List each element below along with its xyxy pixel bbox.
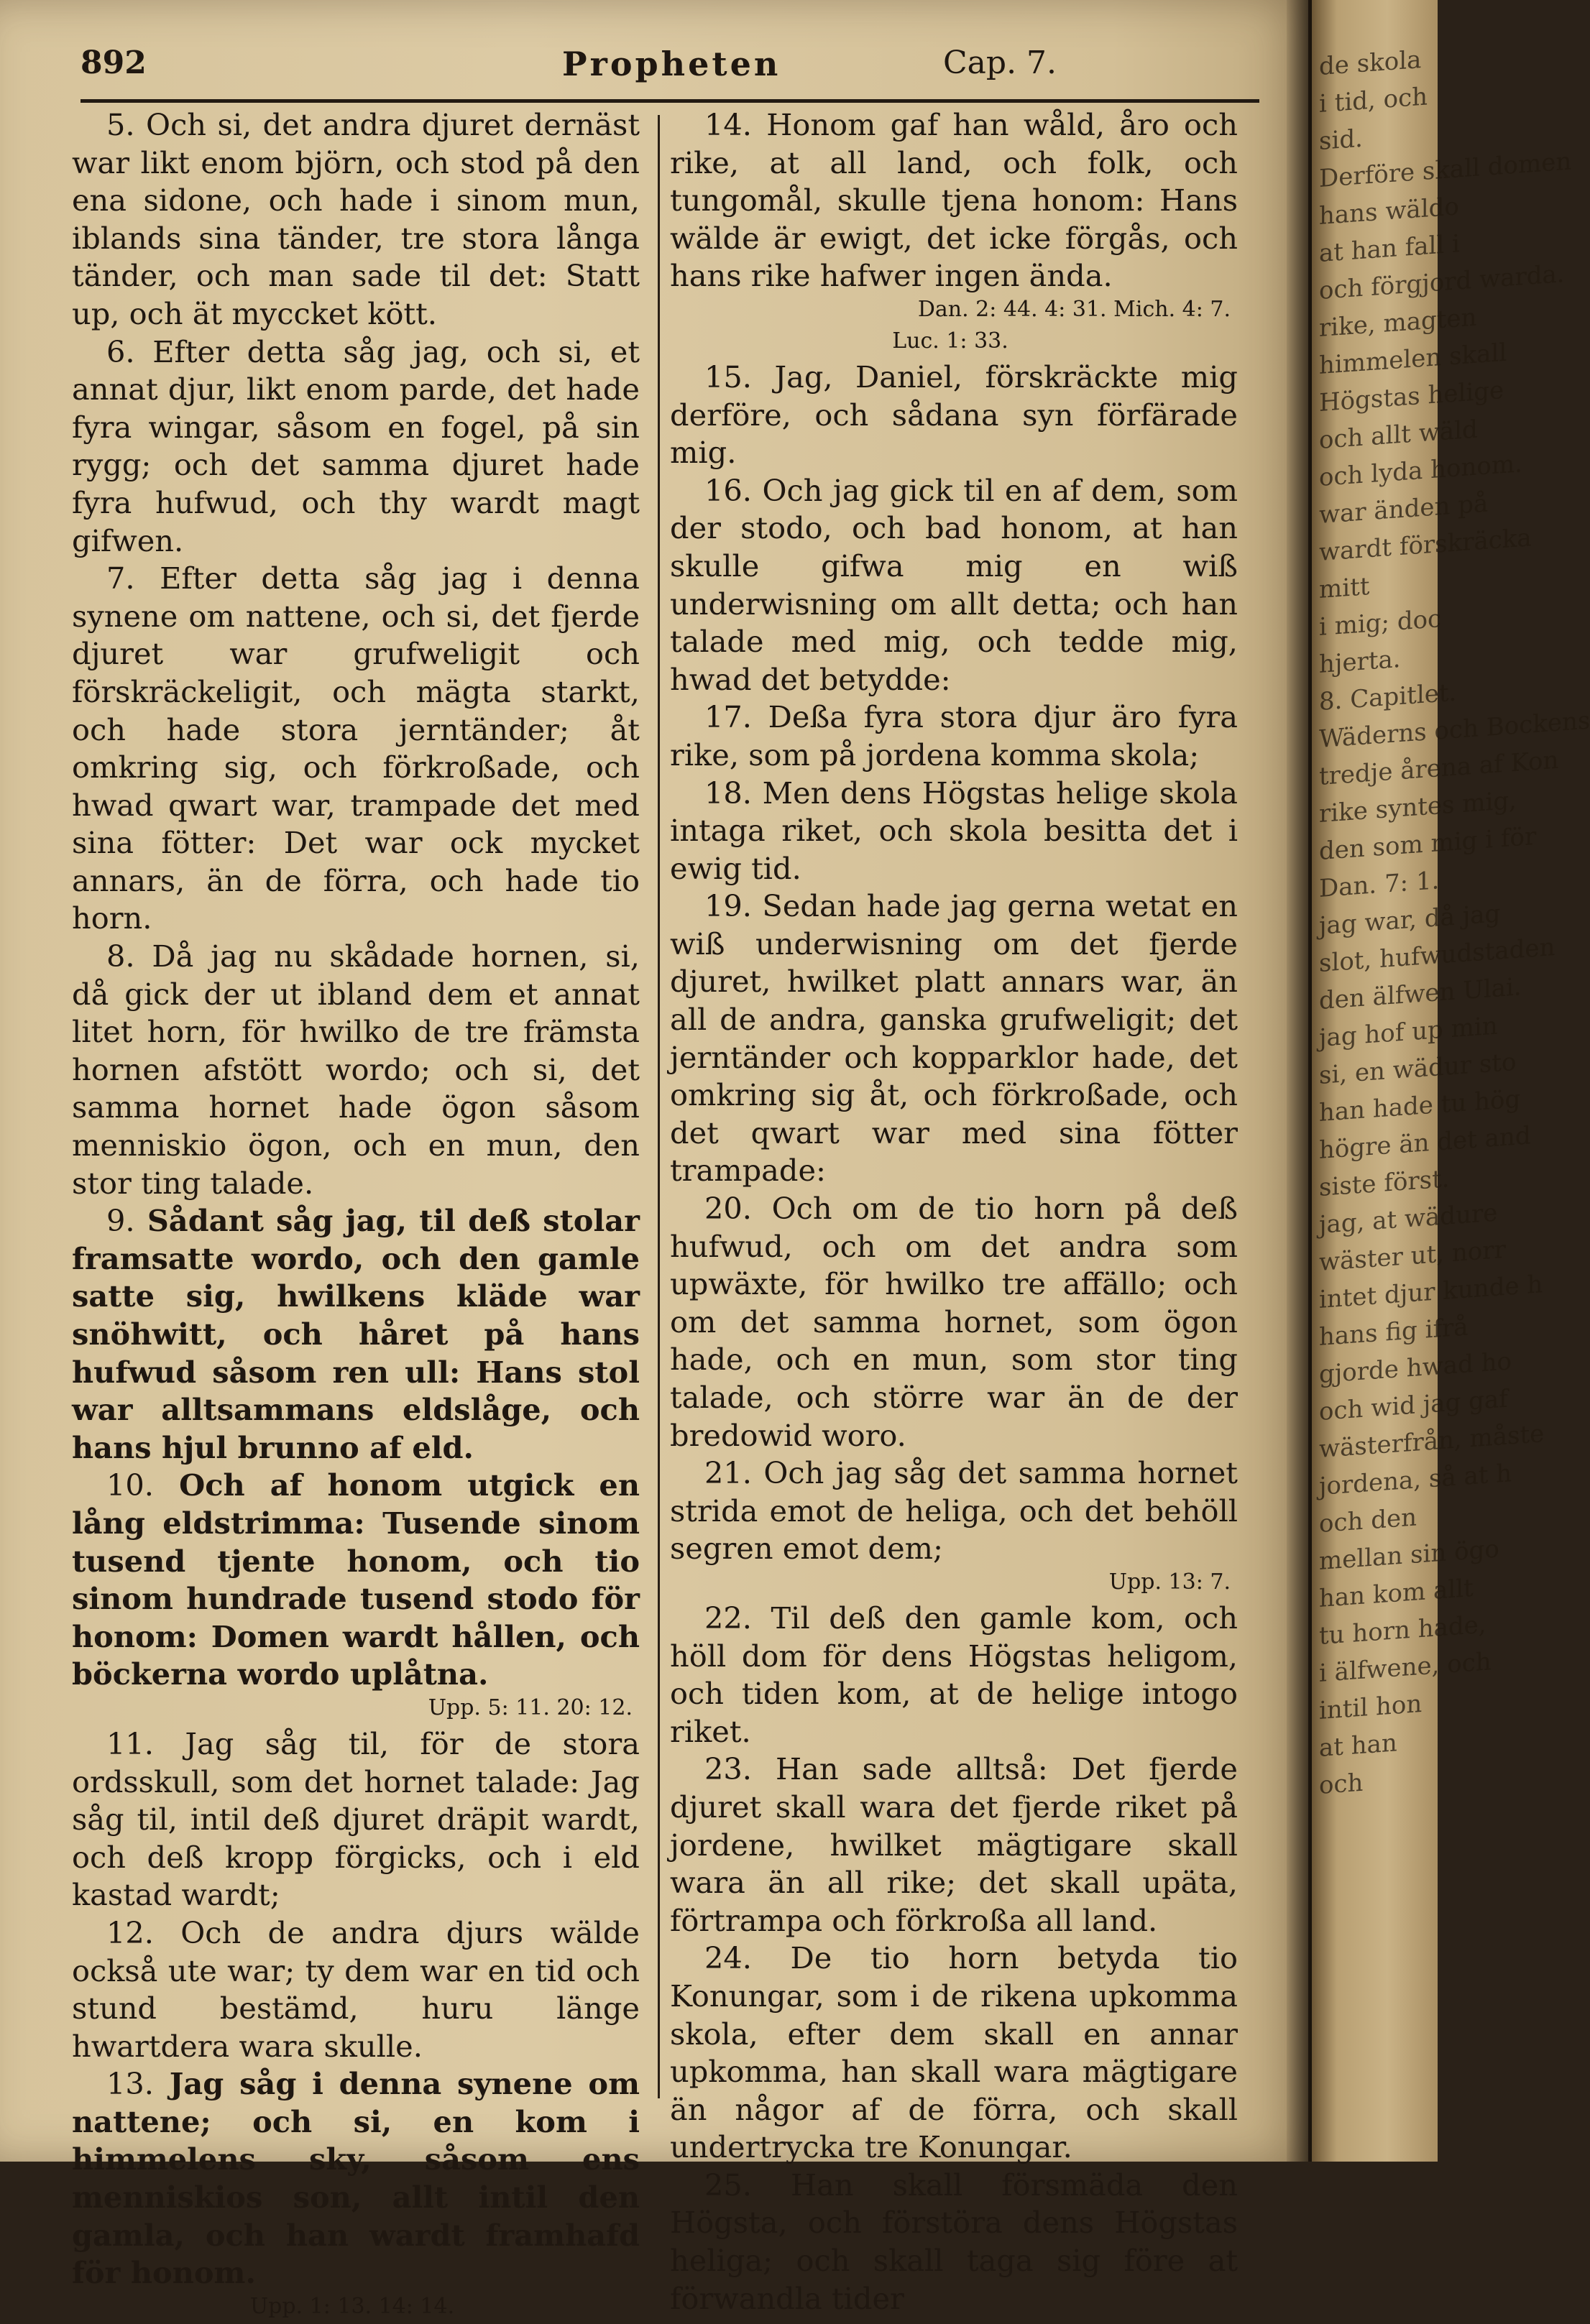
adjacent-page-line: himmelen skall — [1319, 338, 1507, 380]
verse-13: 13. Jag såg i denna synene om nattene; och si, en kom i himmelens sky, såsom ens menniskios son, allt intil den gamla, och han wardt framhafd för honom. — [72, 2066, 640, 2291]
adjacent-page-line: tredje årena af Kon — [1319, 745, 1559, 791]
adjacent-page-line: wästerfrån, måste — [1319, 1419, 1545, 1464]
verse-5: 5. Och si, det andra djuret dernäst war likt enom björn, och stod på den ena sidone, och hade i sinom mun, iblands sina tänder, tre stora långa tänder, och man sade til det: Statt up, och ät myccket kött. — [72, 107, 640, 331]
adjacent-page-line: hans wäldo — [1319, 192, 1459, 231]
adjacent-page-line: jag hof up min — [1319, 1011, 1498, 1053]
adjacent-page-line: sid. — [1319, 124, 1363, 156]
adjacent-page-line: den älfwen Ulai. — [1319, 972, 1522, 1015]
header-rule — [81, 99, 1259, 103]
verse-20: 20. Och om de tio horn på deß hufwud, och om det andra som upwäxte, för hwilko tre affällo; och om det samma hornet, som ögon hade, och en mun, som stor ting talade, och större war än de der bredowid woro. — [670, 1191, 1238, 1453]
adjacent-page-line: mitt — [1319, 572, 1370, 604]
adjacent-page-line: och förgjord warda. — [1319, 259, 1565, 305]
adjacent-page-line: och wid jag gaf — [1319, 1384, 1508, 1426]
cross-reference: Dan. 2: 44. 4: 31. Mich. 4: 7. — [917, 296, 1231, 322]
running-header — [81, 45, 1259, 95]
left-column — [72, 106, 640, 2324]
adjacent-page-line: tu horn hade, — [1319, 1610, 1486, 1651]
adjacent-page-line: i mig; doc — [1319, 604, 1442, 642]
cross-reference: Upp. 1: 13. 14: 14. — [249, 2293, 455, 2319]
adjacent-page-line: och — [1319, 1768, 1364, 1800]
verse-24: 24. De tio horn betyda tio Konungar, som i de rikena upkomma skola, efter dem skall en annar upkomma, han skall wara mägtigare än någor af de förra, och skall undertrycka tre Konungar. — [670, 1940, 1238, 2165]
verse-22: 22. Til deß den gamle kom, och höll dom för dens Högstas heligom, och tiden kom, at de helige intogo riket. — [670, 1600, 1238, 1749]
adjacent-page-line: wäster ut, norr — [1319, 1235, 1506, 1277]
adjacent-page-line: at han fall i — [1319, 229, 1460, 268]
adjacent-page-line: i tid, och — [1319, 82, 1428, 119]
adjacent-page-line: den som mig i för — [1319, 821, 1537, 866]
adjacent-page-line: hans fig ifrå — [1319, 1312, 1469, 1352]
adjacent-page-line: och den — [1319, 1503, 1417, 1539]
adjacent-page-line: at han — [1319, 1728, 1397, 1763]
page-number: 892 — [81, 45, 147, 81]
verse-12: 12. Och de andra djurs wälde också ute war; ty dem war en tid och stund bestämd, huru länge hwartdera wara skulle. — [72, 1914, 640, 2064]
adjacent-page-line: intil hon — [1319, 1689, 1423, 1725]
adjacent-page-line: Derföre skall domen — [1319, 147, 1572, 193]
verse-18: 18. Men dens Högstas helige skola intaga riket, och skola besitta det i ewig tid. — [670, 775, 1238, 886]
right-column — [670, 106, 1238, 2318]
adjacent-page-line: högre än det and — [1319, 1121, 1531, 1165]
adjacent-page-line: jag war, då jag — [1319, 899, 1501, 941]
verse-9: 9. Sådant såg jag, til deß stolar framsatte wordo, och den gamle satte sig, hwilkens kläde war snöhwitt, och håret på hans hufwud såsom ren ull: Hans stol war alltsammans eldslåge, och hans hjul brunno af eld. — [72, 1203, 640, 1465]
adjacent-page-line: och lyda honom. — [1319, 449, 1522, 492]
adjacent-page-line: mellan sin ögo — [1319, 1534, 1499, 1576]
book-gutter — [1287, 0, 1315, 2162]
adjacent-page-text — [1319, 38, 1590, 1804]
verse-15: 15. Jag, Daniel, förskräckte mig derföre, och sådana syn förfärade mig. — [670, 359, 1238, 471]
verse-6: 6. Efter detta såg jag, och si, et annat djur, likt enom parde, det hade fyra wingar, såsom en fogel, på sin rygg; och det samma djuret hade fyra hufwud, och thy wardt magt gifwen. — [72, 333, 640, 558]
verse-8: 8. Då jag nu skådade hornen, si, då gick der ut ibland dem et annat litet horn, för hwilko de tre främsta hornen afstött wordo; och si, det samma hornet hade ögon såsom menniskio ögon, och en mun, den stor ting talade. — [72, 939, 640, 1201]
verse-21: 21. Och jag såg det samma hornet strida emot de heliga, och det behöll segren emot dem; — [670, 1455, 1238, 1567]
adjacent-page-line: rike syntes mig, — [1319, 785, 1517, 829]
adjacent-page-line: jag, at wädure — [1319, 1198, 1498, 1240]
verse-10: 10. Och af honom utgick en lång eldstrimma: Tusende sinom tusend tjente honom, och tio sinom hundrade tusend stodo för honom: Domen wardt hållen, och böckerna wordo uplåtna. — [72, 1467, 640, 1692]
verse-7: 7. Efter detta såg jag i denna synene om nattene, och si, det fjerde djuret war grufweligit och förskräckeligit, och mägta starkt, och hade stora jerntänder; åt omkring sig, och förkroßade, och hwad qwart war, trampade det med sina fötter: Det war ock mycket annars, än de förra, och hade tio horn. — [72, 561, 640, 936]
verse-17: 17. Deßa fyra stora djur äro fyra rike, som på jordena komma skola; — [670, 699, 1238, 773]
adjacent-page — [1312, 0, 1590, 2162]
adjacent-page-line: de skola — [1319, 45, 1422, 81]
verse-14: 14. Honom gaf han wåld, åro och rike, at all land, och folk, och tungomål, skulle tjena honom: Hans wälde är ewigt, det icke förgås, och hans rike hafwer ingen ända. — [670, 107, 1238, 294]
adjacent-page-line: han hade tu hög — [1319, 1084, 1521, 1128]
adjacent-page-line: si, en wädur sto — [1319, 1047, 1517, 1090]
cross-reference: Upp. 13: 7. — [1108, 1569, 1231, 1595]
adjacent-page-line: wardt förskräcka — [1319, 523, 1532, 567]
adjacent-page-line: hjerta. — [1319, 645, 1401, 679]
adjacent-page-line: och allt wäld — [1319, 415, 1478, 455]
adjacent-page-line: intet djur kunde h — [1319, 1270, 1543, 1314]
adjacent-page-line: 8. Capitlet. — [1319, 678, 1457, 716]
adjacent-page-line: jordena, så at h — [1319, 1459, 1512, 1501]
page-title: Propheten — [562, 45, 781, 83]
verse-23: 23. Han sade alltså: Det fjerde djuret skall wara det fjerde riket på jordene, hwilket mägtigare skall wara än all rike; det skall upäta, förtrampa och förkroßa all land. — [670, 1751, 1238, 1938]
adjacent-page-line: i älfwene, och — [1319, 1647, 1492, 1688]
column-divider — [658, 115, 660, 2098]
verse-11: 11. Jag såg til, för de stora ordsskull, som det hornet talade: Jag såg til, intil deß djuret dräpit wardt, och deß kropp förgicks, och i eld kastad wardt; — [72, 1725, 640, 1913]
adjacent-page-line: gjorde hwad ho — [1319, 1347, 1512, 1389]
adjacent-page-line: slot, hufwudstaden — [1319, 933, 1555, 978]
adjacent-page-line: han kom allt — [1319, 1573, 1474, 1613]
adjacent-page-line: rike, magten — [1319, 303, 1477, 343]
verse-16: 16. Och jag gick til en af dem, som der stodo, och bad honom, at han skulle gifwa mig en wiß underwisning om allt detta; och han talade med mig, och tedde mig, hwad det betydde: — [670, 472, 1238, 697]
cross-reference: Luc. 1: 33. — [892, 328, 1008, 354]
verse-19: 19. Sedan hade jag gerna wetat en wiß underwisning om det fjerde djuret, hwilket platt annars war, än all de andra, ganska grufweligit; det jerntänder och kopparklor hade, det omkring sig åt, och förkroßade, och det qwart war med sina fötter trampade: — [670, 888, 1238, 1189]
adjacent-page-line: Högstas helige — [1319, 376, 1504, 418]
cross-reference: Upp. 5: 11. 20: 12. — [428, 1694, 633, 1720]
adjacent-page-line: siste först. — [1319, 1164, 1450, 1202]
adjacent-page-line: Wäderns och Bockens — [1319, 706, 1590, 754]
chapter-label: Cap. 7. — [943, 45, 1057, 81]
adjacent-page-line: war änden på — [1319, 489, 1489, 530]
adjacent-page-line: Dan. 7: 1. — [1319, 866, 1440, 903]
verse-25: 25. Han skall försmäda den Högsta, och förstöra dens Högstas heliga; och skall taga sig före at förwandla tider — [670, 2167, 1238, 2316]
